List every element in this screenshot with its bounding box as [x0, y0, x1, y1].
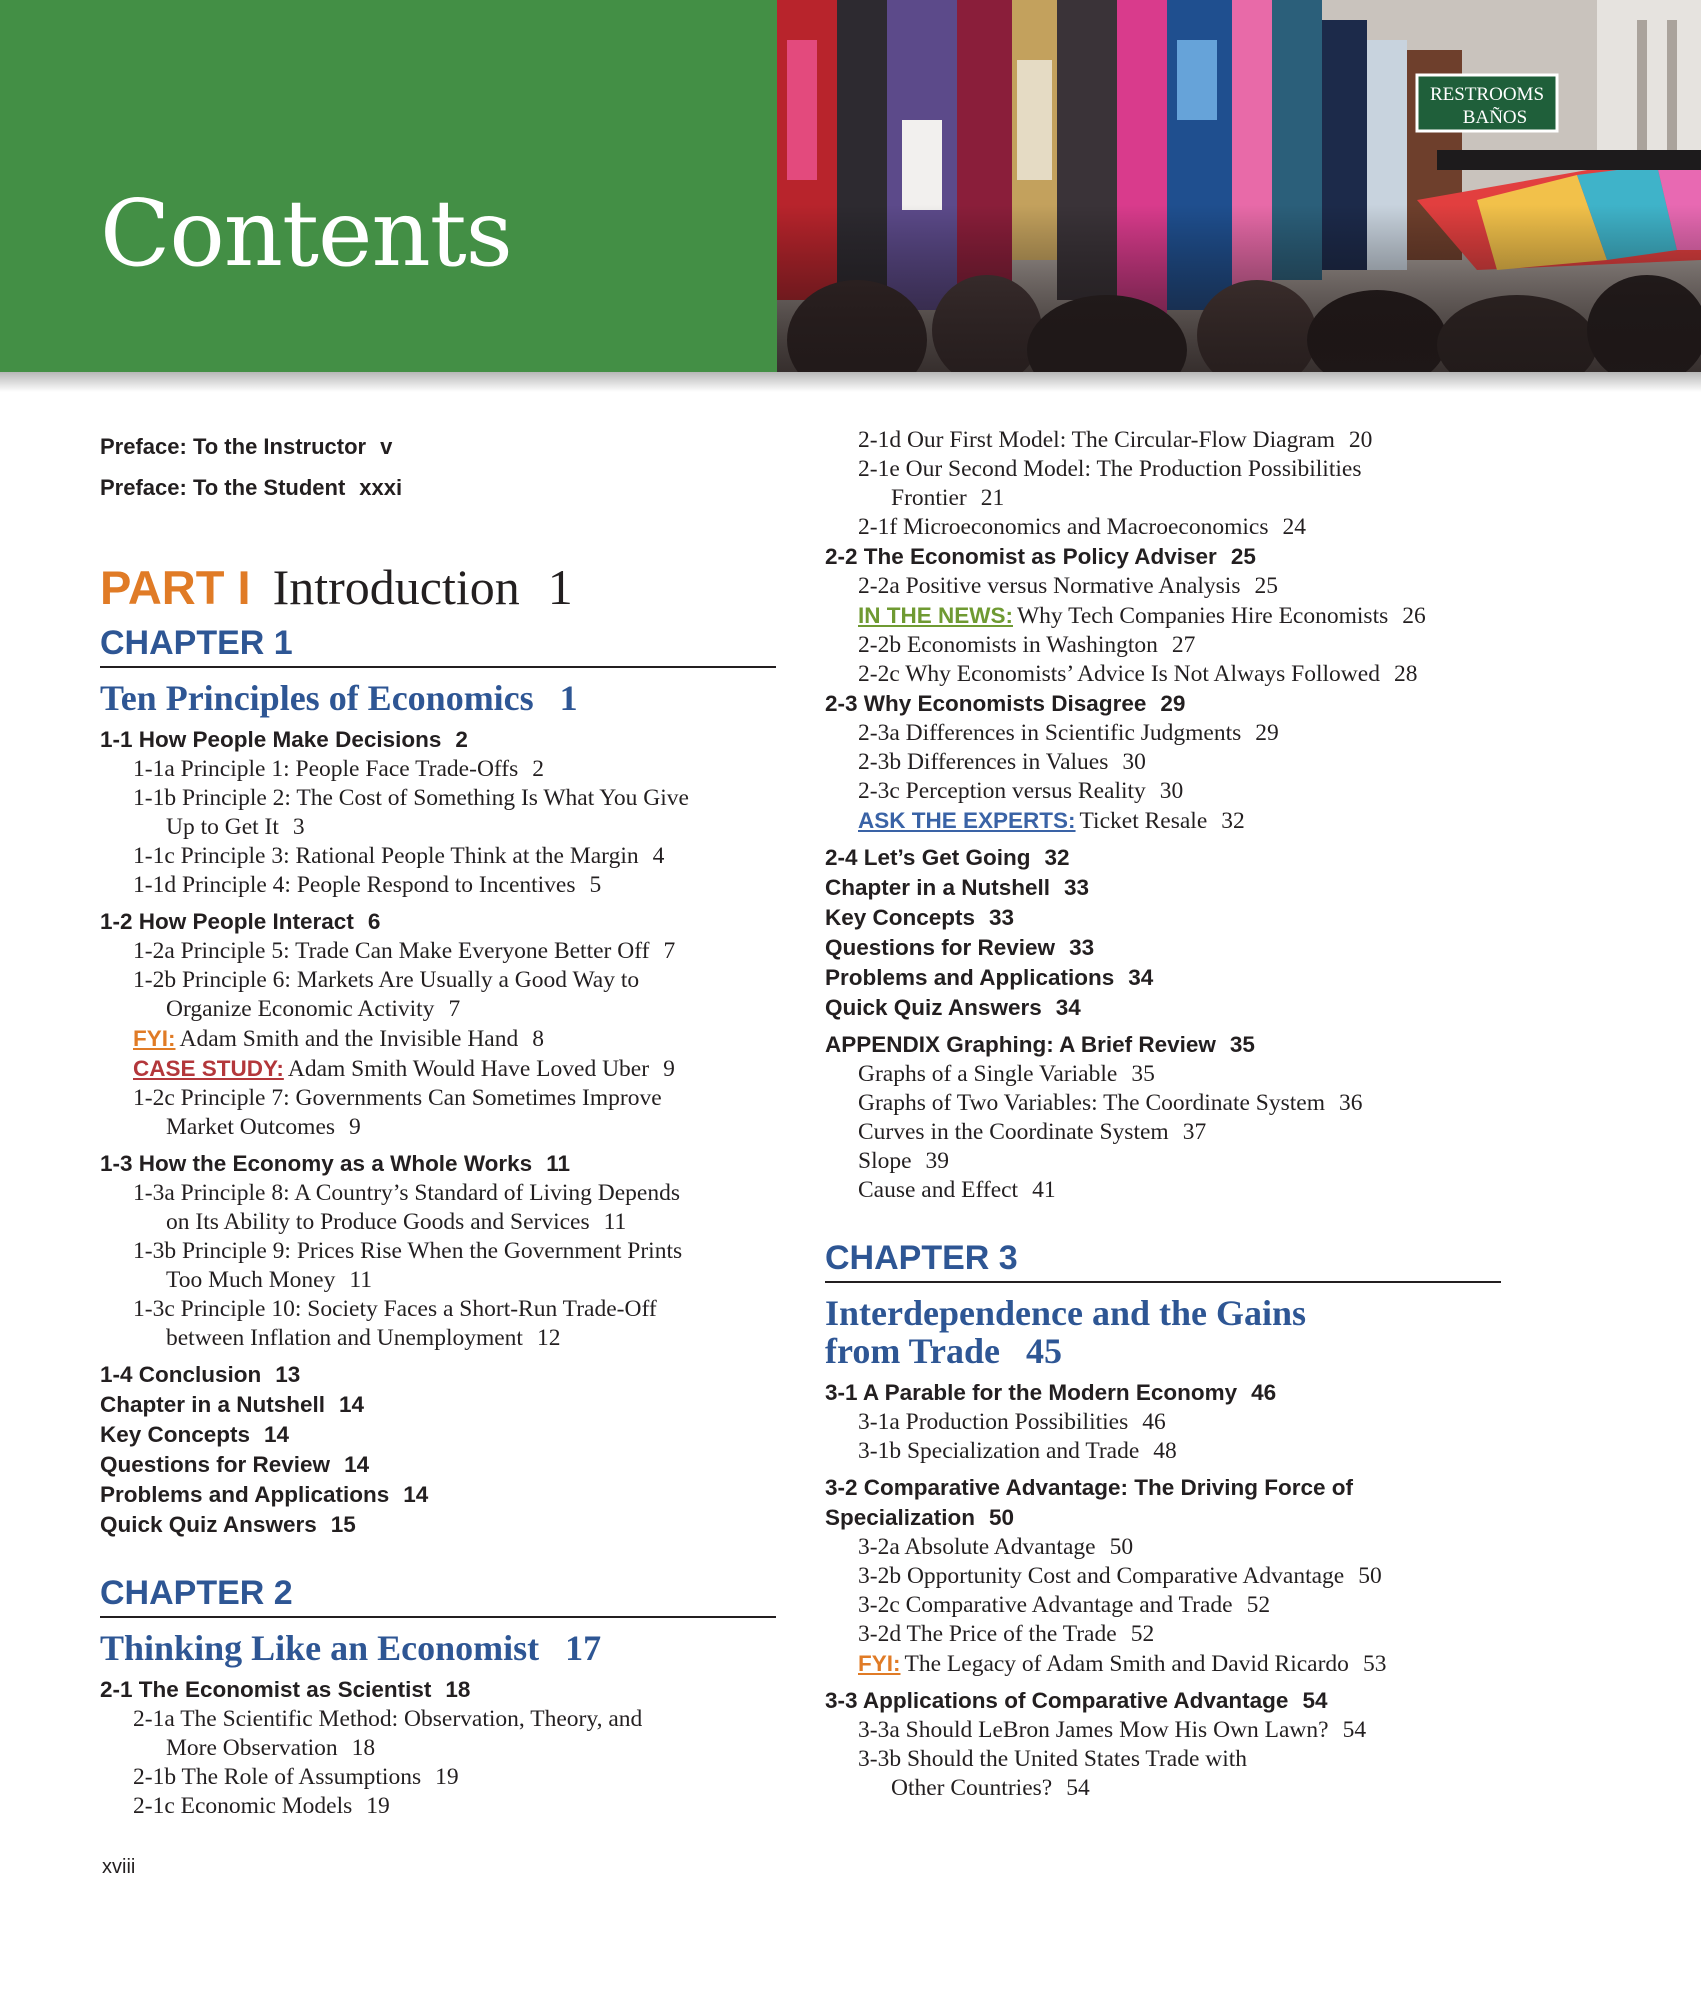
chapter-3-label: CHAPTER 3 — [825, 1237, 1501, 1283]
page-number: 9 — [349, 1114, 361, 1140]
entry-text: Cause and Effect — [858, 1177, 1019, 1203]
page-number: 50 — [1109, 1534, 1134, 1560]
page-number: 28 — [1393, 661, 1418, 687]
fyi-tag: FYI: — [133, 1026, 176, 1051]
entry-text-cont: between Inflation and Unemployment — [166, 1325, 523, 1351]
toc-subsection[interactable] — [825, 426, 1501, 455]
entry-text: Ticket Resale — [1079, 808, 1208, 834]
page-number: 18 — [351, 1735, 376, 1761]
page-number: 34 — [1055, 995, 1081, 1020]
toc-subsection[interactable] — [825, 1620, 1501, 1649]
entry-text: Graphs of Two Variables: The Coordinate System — [858, 1090, 1325, 1116]
page-number: 27 — [1171, 632, 1196, 658]
toc-subsection[interactable] — [825, 1745, 1501, 1803]
chapter-page: 45 — [1025, 1331, 1062, 1371]
page-number: 46 — [1251, 1380, 1277, 1405]
page-number: 12 — [536, 1325, 561, 1351]
toc-subsection[interactable] — [825, 1408, 1501, 1437]
page-number: 53 — [1362, 1651, 1387, 1677]
entry-text: 2-2b Economists in Washington — [858, 632, 1158, 658]
page-number: 29 — [1160, 691, 1186, 716]
part-label: PART I — [100, 561, 251, 614]
page-number: 33 — [1064, 875, 1090, 900]
toc-subsection[interactable] — [825, 777, 1501, 806]
case-study-tag: CASE STUDY: — [133, 1056, 284, 1081]
page-number: 6 — [367, 909, 381, 934]
fyi-tag: FYI: — [858, 1651, 901, 1676]
entry-text: 2-3a Differences in Scientific Judgments — [858, 720, 1242, 746]
toc-subsection[interactable] — [825, 631, 1501, 660]
toc-section[interactable] — [825, 963, 1501, 993]
part-page: 1 — [547, 559, 573, 615]
entry-text: 1-3 How the Economy as a Whole Works — [100, 1151, 533, 1176]
toc-subsection[interactable] — [100, 966, 776, 1024]
page-number: 14 — [344, 1452, 370, 1477]
entry-text: 3-3b Should the United States Trade with — [858, 1746, 1248, 1772]
entry-text: 1-1b Principle 2: The Cost of Something Is What You Give — [133, 785, 689, 811]
entry-text: 3-2c Comparative Advantage and Trade — [858, 1592, 1233, 1618]
toc-section[interactable] — [100, 1450, 776, 1480]
page-number: 30 — [1122, 749, 1146, 775]
toc-section[interactable] — [825, 1473, 1501, 1533]
entry-text-cont: Specialization — [825, 1505, 976, 1530]
entry-text: 2-3 Why Economists Disagree — [825, 691, 1147, 716]
toc-subsection[interactable] — [825, 572, 1501, 601]
header-band — [0, 0, 777, 372]
toc-subsection[interactable] — [825, 1716, 1501, 1745]
entry-text: Curves in the Coordinate System — [858, 1119, 1169, 1145]
entry-text: Key Concepts — [825, 905, 976, 930]
entry-text-cont: Frontier — [891, 485, 967, 511]
market-photo-image — [777, 0, 1701, 372]
entry-text: 2-4 Let’s Get Going — [825, 845, 1031, 870]
toc-subsection[interactable] — [825, 1060, 1501, 1089]
toc-section[interactable] — [100, 1149, 776, 1179]
page-number: 33 — [1069, 935, 1095, 960]
toc-section[interactable] — [100, 1360, 776, 1390]
page-number: 39 — [925, 1148, 950, 1174]
page-number: 46 — [1142, 1409, 1166, 1435]
toc-subsection[interactable] — [825, 1591, 1501, 1620]
toc-subsection[interactable] — [825, 455, 1501, 513]
entry-text: Adam Smith and the Invisible Hand — [179, 1026, 519, 1052]
toc-subsection[interactable] — [100, 1084, 776, 1142]
toc-section[interactable] — [825, 689, 1501, 719]
entry-text: 2-1 The Economist as Scientist — [100, 1677, 432, 1702]
chapter-title-text: Interdependence and the Gains — [825, 1293, 1307, 1333]
entry-text: Key Concepts — [100, 1422, 251, 1447]
page-number: 33 — [989, 905, 1015, 930]
page-number: 5 — [589, 872, 602, 898]
entry-text-cont: Too Much Money — [166, 1267, 336, 1293]
ask-the-experts-tag: ASK THE EXPERTS: — [858, 808, 1076, 833]
page-number: 19 — [366, 1793, 390, 1819]
entry-text: 1-1a Principle 1: People Face Trade-Offs — [133, 756, 519, 782]
entry-text: 2-2a Positive versus Normative Analysis — [858, 573, 1241, 599]
page-number: 3 — [292, 814, 305, 840]
preface-student-entry[interactable] — [100, 467, 776, 508]
entry-text-cont: Other Countries? — [891, 1775, 1053, 1801]
toc-section[interactable] — [825, 933, 1501, 963]
toc-feature-ask-the-experts[interactable] — [825, 806, 1501, 836]
entry-text: 3-1a Production Possibilities — [858, 1409, 1129, 1435]
toc-subsection[interactable] — [100, 937, 776, 966]
toc-section[interactable] — [100, 1420, 776, 1450]
entry-text: APPENDIX Graphing: A Brief Review — [825, 1032, 1216, 1057]
chapter-title-text: Ten Principles of Economics — [100, 678, 534, 718]
entry-text: 1-4 Conclusion — [100, 1362, 262, 1387]
entry-text: 3-2b Opportunity Cost and Comparative Advantage — [858, 1563, 1345, 1589]
page-number: 14 — [264, 1422, 290, 1447]
entry-text: 1-3b Principle 9: Prices Rise When the Government Prints — [133, 1238, 683, 1264]
entry-text: 2-2c Why Economists’ Advice Is Not Always Followed — [858, 661, 1380, 687]
chapter-2-label: CHAPTER 2 — [100, 1572, 776, 1618]
toc-subsection[interactable] — [825, 513, 1501, 542]
toc-subsection[interactable] — [100, 871, 776, 900]
toc-subsection[interactable] — [825, 1147, 1501, 1176]
page-number: 7 — [663, 938, 676, 964]
page-number: 30 — [1159, 778, 1184, 804]
page-number: 41 — [1032, 1177, 1056, 1203]
page-folio: xviii — [102, 1856, 136, 1878]
entry-text: Questions for Review — [100, 1452, 331, 1477]
toc-section[interactable] — [825, 1686, 1501, 1716]
toc-subsection[interactable] — [825, 1089, 1501, 1118]
chapter-page: 1 — [559, 678, 578, 718]
toc-section[interactable] — [825, 903, 1501, 933]
entry-text: Quick Quiz Answers — [825, 995, 1042, 1020]
entry-text: 2-1f Microeconomics and Macroeconomics — [858, 514, 1269, 540]
entry-text: Slope — [858, 1148, 912, 1174]
header-shadow — [0, 372, 1701, 392]
entry-text: 2-3b Differences in Values — [858, 749, 1109, 775]
page-number: 11 — [349, 1267, 373, 1293]
entry-text: 1-2c Principle 7: Governments Can Sometimes Improve — [133, 1085, 662, 1111]
entry-text: 3-3 Applications of Comparative Advantage — [825, 1688, 1289, 1713]
entry-text: Chapter in a Nutshell — [100, 1392, 326, 1417]
toc-section[interactable] — [100, 1480, 776, 1510]
toc-section[interactable] — [825, 542, 1501, 572]
toc-appendix[interactable] — [825, 1030, 1501, 1060]
page-number: 54 — [1066, 1775, 1090, 1801]
toc-section[interactable] — [825, 993, 1501, 1023]
market-photo — [777, 0, 1701, 372]
page-number: 2 — [455, 727, 468, 752]
entry-text: 1-3c Principle 10: Society Faces a Short-Run Trade-Off — [133, 1296, 657, 1322]
page-number: 29 — [1255, 720, 1279, 746]
page-number: 7 — [448, 996, 461, 1022]
toc-section[interactable] — [100, 1675, 776, 1705]
part-heading — [100, 556, 776, 618]
page-number: 25 — [1230, 544, 1256, 569]
toc-subsection[interactable] — [100, 1237, 776, 1295]
page-number: 14 — [403, 1482, 429, 1507]
page-number: 21 — [980, 485, 1005, 511]
part-title: Introduction — [272, 559, 520, 615]
toc-section[interactable] — [825, 873, 1501, 903]
page-number: 11 — [546, 1151, 570, 1176]
page-number: 52 — [1130, 1621, 1155, 1647]
preface-instructor-entry[interactable] — [100, 426, 776, 467]
toc-left-column — [100, 426, 776, 1821]
entry-text: 2-1b The Role of Assumptions — [133, 1764, 422, 1790]
entry-text: 2-1e Our Second Model: The Production Possibilities — [858, 456, 1362, 482]
entry-text: 1-2b Principle 6: Markets Are Usually a Good Way to — [133, 967, 640, 993]
page-number: 36 — [1338, 1090, 1363, 1116]
chapter-2-title[interactable] — [100, 1629, 776, 1667]
toc-subsection[interactable] — [825, 1176, 1501, 1205]
page-number: 25 — [1254, 573, 1278, 599]
entry-text: 1-1c Principle 3: Rational People Think at the Margin — [133, 843, 639, 869]
entry-text: 3-2 Comparative Advantage: The Driving Force of — [825, 1475, 1354, 1500]
page-number: 18 — [445, 1677, 471, 1702]
page-number: 9 — [663, 1056, 675, 1082]
page-number: 11 — [603, 1209, 627, 1235]
page-title: Contents — [100, 180, 512, 287]
toc-subsection[interactable] — [100, 755, 776, 784]
toc-feature-fyi[interactable] — [825, 1649, 1501, 1679]
entry-text-cont: Market Outcomes — [166, 1114, 336, 1140]
chapter-title-text: Thinking Like an Economist — [100, 1628, 540, 1668]
entry-text-cont: Up to Get It — [166, 814, 279, 840]
chapter-page: 17 — [565, 1628, 602, 1668]
entry-text: 3-3a Should LeBron James Mow His Own Lawn? — [858, 1717, 1329, 1743]
chapter-title-text-line2: from Trade — [825, 1331, 1000, 1371]
toc-feature-in-the-news[interactable] — [825, 601, 1501, 631]
page-number: xxxi — [359, 475, 403, 500]
entry-text: 2-3c Perception versus Reality — [858, 778, 1146, 804]
toc-feature-fyi[interactable] — [100, 1024, 776, 1054]
page-number: 35 — [1229, 1032, 1255, 1057]
page-number: 8 — [532, 1026, 544, 1052]
toc-subsection[interactable] — [100, 784, 776, 842]
page-number: 26 — [1402, 603, 1426, 629]
page-number: 24 — [1282, 514, 1306, 540]
chapter-1-title[interactable] — [100, 679, 776, 717]
page-number: 14 — [339, 1392, 365, 1417]
page-number: 13 — [275, 1362, 301, 1387]
in-the-news-tag: IN THE NEWS: — [858, 603, 1013, 628]
toc-subsection[interactable] — [825, 1533, 1501, 1562]
toc-subsection[interactable] — [825, 719, 1501, 748]
entry-text: 2-1a The Scientific Method: Observation, Theory, and — [133, 1706, 643, 1732]
entry-text: Adam Smith Would Have Loved Uber — [287, 1056, 650, 1082]
entry-text: 1-3a Principle 8: A Country’s Standard of Living Depends — [133, 1180, 680, 1206]
entry-text: 3-1 A Parable for the Modern Economy — [825, 1380, 1238, 1405]
page-number: 32 — [1221, 808, 1245, 834]
page-number: 50 — [1358, 1563, 1382, 1589]
toc-section[interactable] — [825, 843, 1501, 873]
toc-subsection[interactable] — [100, 1792, 776, 1821]
toc-subsection[interactable] — [825, 1562, 1501, 1591]
page-number: 54 — [1302, 1688, 1328, 1713]
entry-text: 2-2 The Economist as Policy Adviser — [825, 544, 1217, 569]
page-number: v — [380, 434, 393, 459]
toc-subsection[interactable] — [100, 1763, 776, 1792]
toc-subsection[interactable] — [825, 660, 1501, 689]
toc-section[interactable] — [100, 725, 776, 755]
page-number: 15 — [330, 1512, 356, 1537]
entry-text: 1-1d Principle 4: People Respond to Incentives — [133, 872, 576, 898]
toc-subsection[interactable] — [100, 1705, 776, 1763]
toc-subsection[interactable] — [825, 1118, 1501, 1147]
toc-subsection[interactable] — [825, 1437, 1501, 1466]
entry-text: 3-2a Absolute Advantage — [858, 1534, 1096, 1560]
entry-text: Chapter in a Nutshell — [825, 875, 1051, 900]
toc-feature-case-study[interactable] — [100, 1054, 776, 1084]
entry-text: Problems and Applications — [825, 965, 1115, 990]
page-number: 54 — [1342, 1717, 1367, 1743]
page-number: 34 — [1128, 965, 1154, 990]
toc-section[interactable] — [100, 907, 776, 937]
toc-subsection[interactable] — [100, 1295, 776, 1353]
entry-text: Quick Quiz Answers — [100, 1512, 317, 1537]
entry-text-cont: Organize Economic Activity — [166, 996, 435, 1022]
entry-text: 1-2a Principle 5: Trade Can Make Everyone Better Off — [133, 938, 650, 964]
toc-section[interactable] — [100, 1510, 776, 1540]
page-number: 20 — [1348, 427, 1373, 453]
toc-section[interactable] — [100, 1390, 776, 1420]
entry-text: 3-1b Specialization and Trade — [858, 1438, 1140, 1464]
entry-text: 3-2d The Price of the Trade — [858, 1621, 1117, 1647]
entry-text: 2-1d Our First Model: The Circular-Flow Diagram — [858, 427, 1335, 453]
page-number: 2 — [532, 756, 545, 782]
entry-text: Preface: To the Student — [100, 475, 346, 500]
entry-text: Questions for Review — [825, 935, 1056, 960]
entry-text: Preface: To the Instructor — [100, 434, 367, 459]
page-number: 50 — [989, 1505, 1015, 1530]
entry-text: Graphs of a Single Variable — [858, 1061, 1118, 1087]
page-number: 37 — [1182, 1119, 1207, 1145]
entry-text: Why Tech Companies Hire Economists — [1017, 603, 1389, 629]
toc-subsection[interactable] — [825, 748, 1501, 777]
entry-text: 1-2 How People Interact — [100, 909, 354, 934]
toc-right-column — [825, 426, 1501, 1803]
toc-subsection[interactable] — [100, 842, 776, 871]
page-number: 52 — [1246, 1592, 1271, 1618]
page-number: 32 — [1044, 845, 1070, 870]
chapter-1-label: CHAPTER 1 — [100, 622, 776, 668]
entry-text: The Legacy of Adam Smith and David Ricardo — [904, 1651, 1349, 1677]
entry-text: 1-1 How People Make Decisions — [100, 727, 442, 752]
toc-section[interactable] — [825, 1378, 1501, 1408]
entry-text: 2-1c Economic Models — [133, 1793, 353, 1819]
entry-text: Problems and Applications — [100, 1482, 390, 1507]
page-number: 35 — [1131, 1061, 1155, 1087]
page-number: 19 — [435, 1764, 459, 1790]
entry-text-cont: on Its Ability to Produce Goods and Services — [166, 1209, 590, 1235]
chapter-3-title[interactable] — [825, 1294, 1501, 1370]
page-number: 4 — [652, 843, 665, 869]
entry-text-cont: More Observation — [166, 1735, 338, 1761]
toc-subsection[interactable] — [100, 1179, 776, 1237]
page-number: 48 — [1153, 1438, 1177, 1464]
